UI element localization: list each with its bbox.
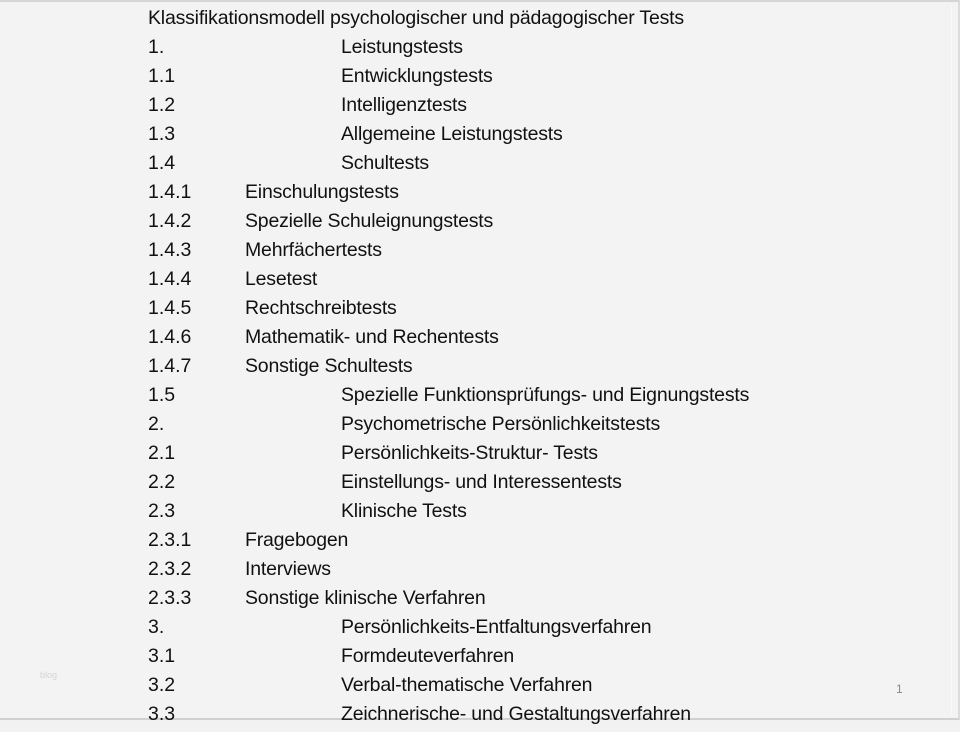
item-number: 3.1 (148, 645, 176, 667)
item-number: 2.3 (148, 500, 176, 522)
item-label: Mehrfächertests (245, 239, 382, 261)
border-line (951, 6, 952, 714)
item-number: 2.1 (148, 442, 176, 464)
item-label: Sonstige Schultests (245, 355, 413, 377)
page-number: 1 (896, 682, 903, 696)
item-label: Persönlichkeits-Struktur- Tests (341, 442, 598, 464)
item-number: 2. (148, 413, 165, 435)
item-number: 2.2 (148, 471, 176, 493)
item-label: Intelligenztests (341, 94, 467, 116)
item-number: 2.3.3 (148, 587, 192, 609)
item-label: Schultests (341, 152, 429, 174)
item-label: Einschulungstests (245, 181, 399, 203)
item-number: 1.4.5 (148, 297, 192, 319)
item-number: 1.3 (148, 123, 176, 145)
item-number: 1.4.3 (148, 239, 192, 261)
item-number: 3.3 (148, 703, 176, 725)
item-label: Lesetest (245, 268, 318, 290)
item-label: Einstellungs- und Interessentests (341, 471, 622, 493)
item-number: 1.4.4 (148, 268, 192, 290)
item-number: 1.5 (148, 384, 176, 406)
item-number: 1.4.2 (148, 210, 192, 232)
item-number: 1.4.6 (148, 326, 192, 348)
item-label: Fragebogen (245, 529, 349, 551)
item-label: Spezielle Schuleignungstests (245, 210, 494, 232)
item-label: Entwicklungstests (341, 65, 493, 87)
item-label: Leistungstests (341, 36, 463, 58)
item-label: Formdeuteverfahren (341, 645, 515, 667)
item-label: Klinische Tests (341, 500, 467, 522)
document-title: Klassifikationsmodell psychologischer und pädagogischer Tests (148, 7, 684, 29)
item-number: 2.3.1 (148, 529, 192, 551)
item-number: 1.4.7 (148, 355, 192, 377)
item-label: Persönlichkeits-Entfaltungsverfahren (341, 616, 652, 638)
item-label: Allgemeine Leistungstests (341, 123, 563, 145)
item-number: 1.1 (148, 65, 176, 87)
item-number: 1.4.1 (148, 181, 192, 203)
item-label: Verbal-thematische Verfahren (341, 674, 593, 696)
watermark-text: blog (40, 670, 58, 680)
item-label: Rechtschreibtests (245, 297, 397, 319)
item-label: Spezielle Funktionsprüfungs- und Eignungstests (341, 384, 750, 406)
item-number: 1.4 (148, 152, 176, 174)
item-number: 2.3.2 (148, 558, 192, 580)
item-number: 1. (148, 36, 165, 58)
item-label: Zeichnerische- und Gestaltungsverfahren (341, 703, 691, 725)
item-label: Mathematik- und Rechentests (245, 326, 499, 348)
item-number: 1.2 (148, 94, 176, 116)
item-label: Interviews (245, 558, 331, 580)
item-label: Sonstige klinische Verfahren (245, 587, 486, 609)
item-number: 3.2 (148, 674, 176, 696)
item-number: 3. (148, 616, 165, 638)
item-label: Psychometrische Persönlichkeitstests (341, 413, 661, 435)
